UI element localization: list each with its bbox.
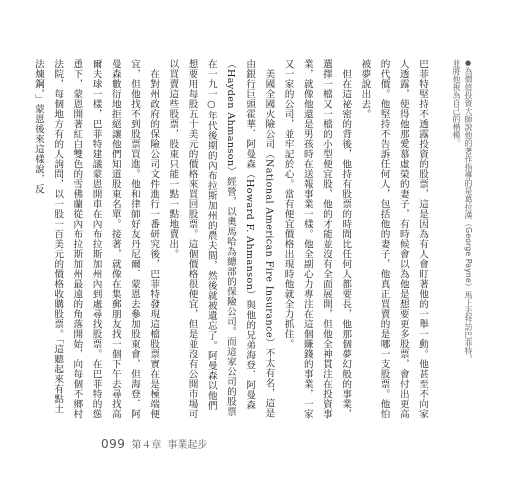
paragraph-2: 但在這祕密的背後，他持有股票的時間比任何人都要長，他那個夢幻般的事業，選擇一檔又一檔的小型便宜股，他的才能並沒有全面展開，但他全神貫注在投資事業，就像他還是男孩時在送報事業一樣。他全副心力專注在這個賺錢的事業，一家又一家的公司，並牢記於心。當有便宜價格出現時他就全力抓住。 (282, 59, 352, 419)
bullet-icon: ● (464, 59, 472, 67)
page-number: 099 (101, 436, 126, 451)
page-footer (101, 436, 207, 451)
chapter-label: 第４章 (131, 440, 162, 451)
paragraph-4: 在對州政府的保險公司文件進行一番研究後，巴菲特發現這檔股票實在是極端便宜，但他找不到股票買進。他和律師好友丹尼爾．蒙恩去參加股東會，但海登．阿曼森數衍地拒絕讓他們知道股東名單。接著，就像在集郵朋友找一個下午去尋找高爾夫球一樣，巴菲特建議蒙恩開車在內布拉斯加州內到處尋找股票。在巴菲特的慫恿下，蒙恩開著紅白雙色的雪佛蘭從內布拉斯加州最遠的角落開始，向每個不鄉村法院，每個地方有的人詢問，以一股一百美元的價格收購股票。「這聽起來有點土法煉鋼，」蒙恩後來這樣說，反 (32, 59, 160, 419)
paragraph-1: 巴菲特堅持不透露投資的股票，這是因為有人會盯著他的一舉一動。他甚至不向家人透露，使得他那愛慕虛榮的妻子，有時候會以為他是想要更多股票，會付出更高的代價。他堅持不告訴任何人，包括他的妻子，他真正買賣的是哪一支股票。他怕被夢說出去。 (359, 59, 428, 419)
side-note-text: 為價值投資大師說他的著作指導的是葛拉漢（George Payne）馬上去拜訪巴菲特，並將他視為自己的楷模。 (452, 59, 473, 363)
chapter-title: 事業起步 (167, 440, 208, 451)
paragraph-3: 美國全國火險公司（National American Fire Insurance）不太有名，這是由銀行巨頭霍華．阿曼森（Howard F. Ahmanson）與他的兄弟海登．阿曼森（Hayden Ahmanson）經營，以奧馬哈為總部的保險公司。而這家公司的股票在一九一○年代後期的內布拉斯加州的農夫間，然後就被遺忘了。阿曼森以他們想要用每股五十美元的價格來買回股票。這個價格很便宜，但是並沒有公開市場可以買賣這些股票，股東只能一點一點地賣出。 (167, 59, 275, 419)
side-note (450, 59, 474, 369)
body-text (32, 59, 432, 419)
